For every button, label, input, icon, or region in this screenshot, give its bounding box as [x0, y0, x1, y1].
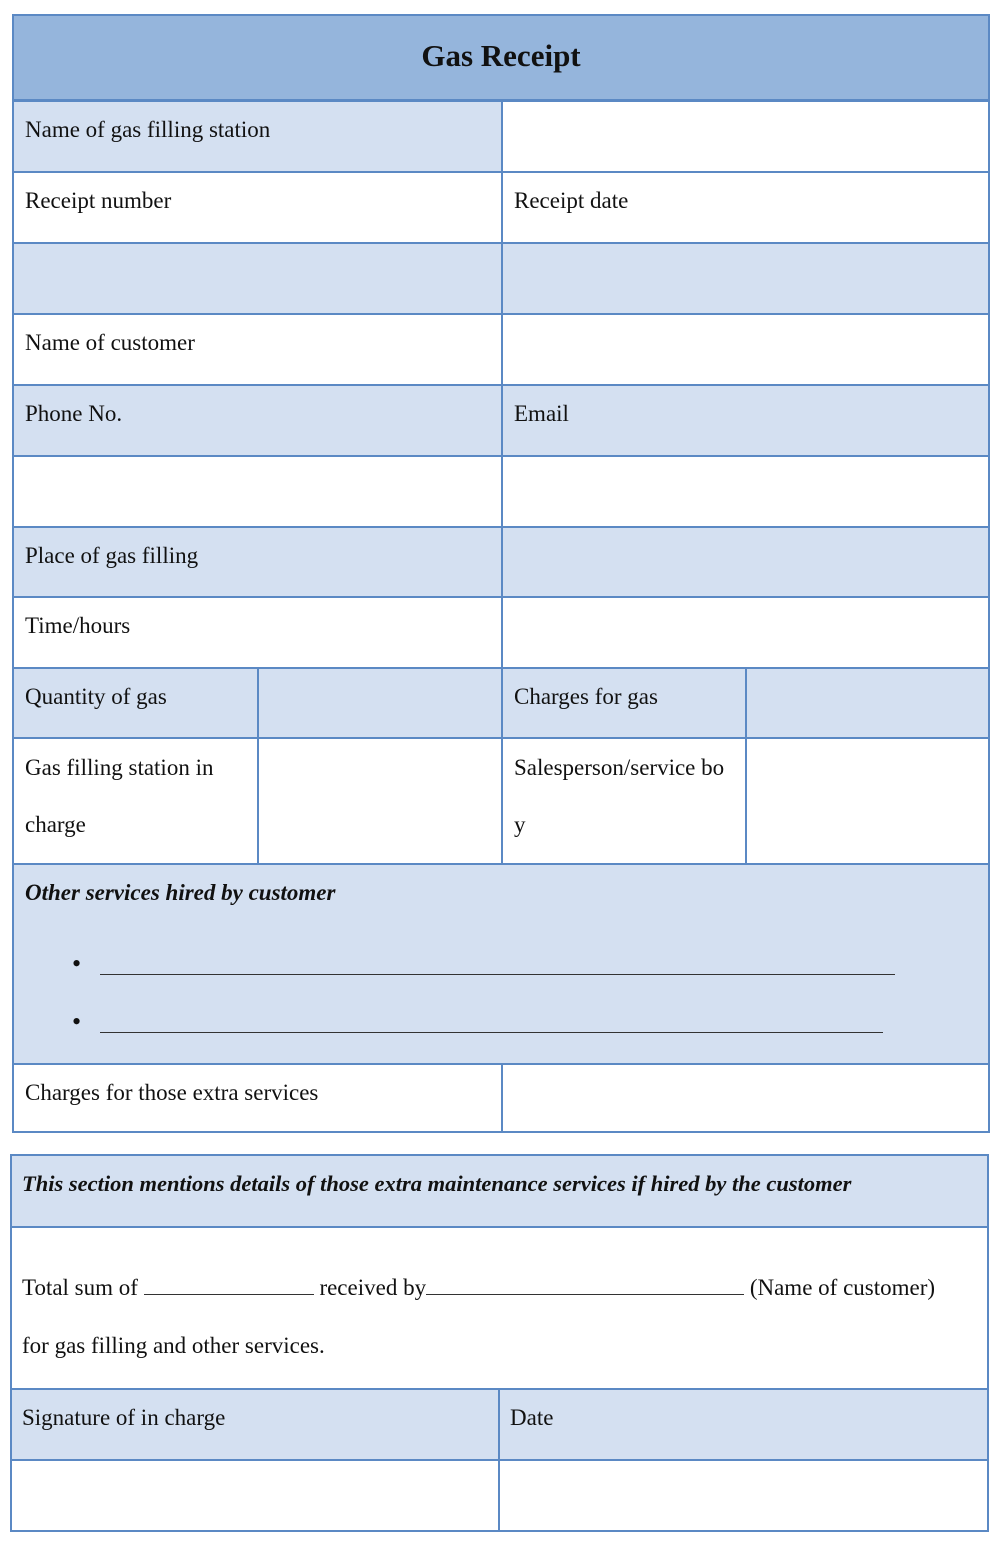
quantity-label: Quantity of gas [14, 669, 259, 739]
charges-label: Charges for gas [503, 669, 747, 739]
gas-receipt-form [12, 14, 990, 1133]
time-label: Time/hours [14, 598, 503, 669]
receiver-blank[interactable] [426, 1276, 744, 1295]
signature-label: Signature of in charge [12, 1390, 500, 1461]
date-field[interactable] [500, 1461, 987, 1530]
bullet: • [72, 949, 82, 978]
total-sum-label: Total sum of [22, 1275, 138, 1300]
extra-charges-field[interactable] [503, 1065, 988, 1131]
salesperson-label: Salesperson/service boy [503, 739, 747, 865]
received-by-label: received by [319, 1275, 427, 1300]
email-label: Email [503, 386, 988, 457]
receipt-number-label: Receipt number [14, 173, 503, 244]
service-line-2[interactable] [100, 1032, 883, 1033]
page-title: Gas Receipt [14, 16, 988, 102]
name-of-customer-label: (Name of customer) [749, 1275, 936, 1300]
list-item [72, 949, 922, 979]
total-sum-section [12, 1228, 987, 1390]
bullet: • [72, 1007, 82, 1036]
list-item [72, 1007, 922, 1037]
time-field[interactable] [503, 598, 988, 669]
date-label: Date [500, 1390, 987, 1461]
station-name-field[interactable] [503, 102, 988, 173]
charges-field[interactable] [747, 669, 988, 739]
total-sum-line [22, 1276, 935, 1300]
quantity-field[interactable] [259, 669, 503, 739]
place-label: Place of gas filling [14, 528, 503, 598]
extra-charges-label: Charges for those extra services [14, 1065, 503, 1131]
phone-field[interactable] [14, 457, 503, 528]
station-in-charge-label: Gas filling station in charge [14, 739, 259, 865]
phone-label: Phone No. [14, 386, 503, 457]
extra-services-form [10, 1154, 989, 1532]
station-name-label: Name of gas filling station [14, 102, 503, 173]
station-in-charge-field[interactable] [259, 739, 503, 865]
amount-blank[interactable] [144, 1276, 314, 1295]
place-field[interactable] [503, 528, 988, 598]
receipt-date-label: Receipt date [503, 173, 988, 244]
customer-name-label: Name of customer [14, 315, 503, 386]
email-field[interactable] [503, 457, 988, 528]
other-services-label: Other services hired by customer [25, 880, 336, 905]
signature-field[interactable] [12, 1461, 500, 1530]
salesperson-field[interactable] [747, 739, 988, 865]
section-heading: This section mentions details of those extra maintenance services if hired by the customer [12, 1156, 987, 1228]
customer-name-field[interactable] [503, 315, 988, 386]
service-line-1[interactable] [100, 974, 895, 975]
receipt-date-field[interactable] [503, 244, 988, 315]
for-services-text: for gas filling and other services. [22, 1333, 325, 1358]
receipt-number-field[interactable] [14, 244, 503, 315]
